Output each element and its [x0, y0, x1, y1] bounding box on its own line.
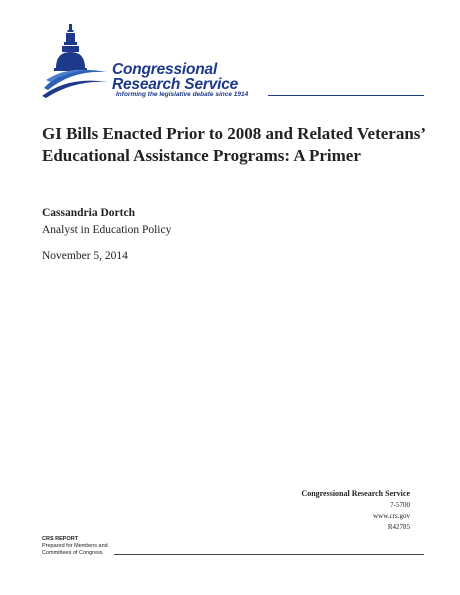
crs-logo	[42, 24, 432, 104]
footer-line2: Committees of Congress	[42, 550, 103, 556]
author-role: Analyst in Education Policy	[42, 224, 172, 236]
crs-report-number: R42785	[387, 523, 410, 531]
crs-phone: 7-5700	[390, 501, 410, 509]
logo-name-line2: Research Service	[112, 76, 239, 93]
logo-name-line1: Congressional	[112, 61, 218, 78]
footer-line1: Prepared for Members and	[42, 543, 108, 549]
crs-org-name: Congressional Research Service	[301, 489, 410, 498]
crs-report-footer	[42, 536, 432, 557]
logo-tagline: Informing the legislative debate since 1914	[116, 91, 249, 98]
footer-label: CRS REPORT	[42, 536, 79, 542]
author-name: Cassandria Dortch	[42, 207, 135, 219]
footer-divider	[114, 554, 424, 555]
capitol-dome-icon	[42, 24, 110, 100]
report-title: GI Bills Enacted Prior to 2008 and Related Veterans’ Educational Assistance Programs: A Primer	[42, 124, 425, 165]
logo-divider	[268, 95, 424, 96]
report-date: November 5, 2014	[42, 250, 128, 262]
crs-website: www.crs.gov	[373, 512, 410, 520]
logo-tagline-row	[116, 91, 426, 101]
crs-info-block	[301, 488, 410, 533]
logo-name	[112, 62, 238, 92]
